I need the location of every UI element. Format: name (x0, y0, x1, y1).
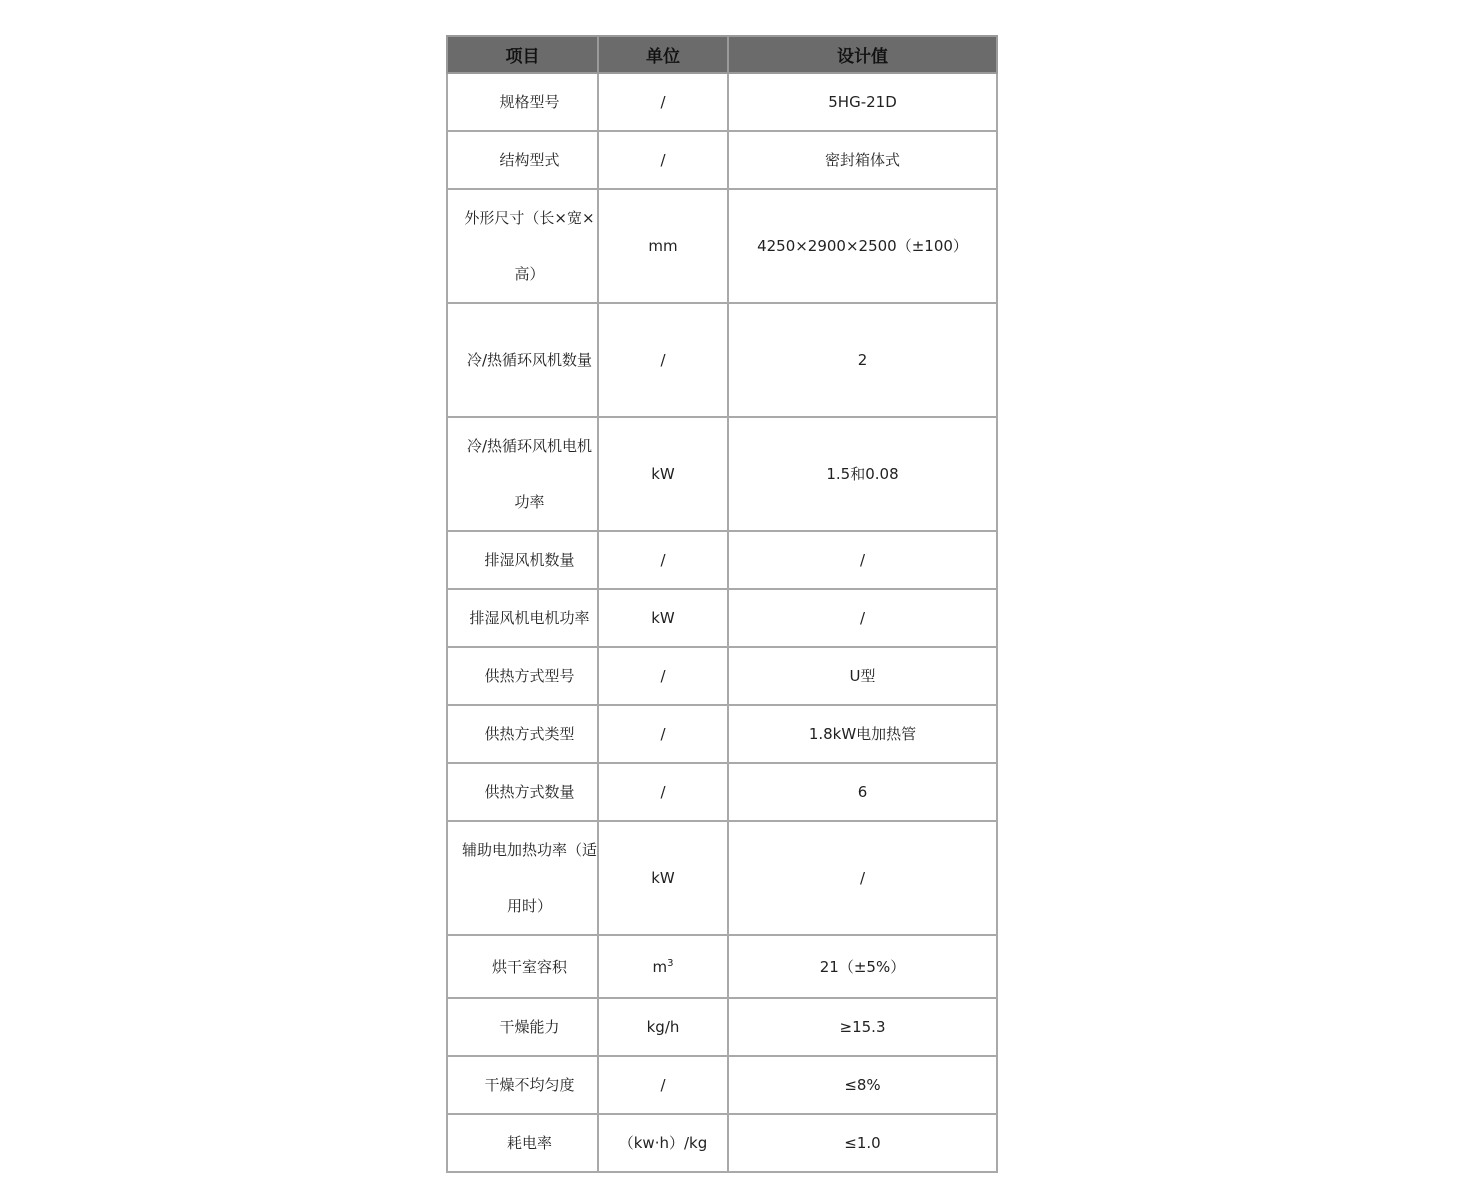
item-cell: 冷/热循环风机电机功率 (447, 417, 598, 531)
unit-cell: kg/h (598, 998, 728, 1056)
table-row (447, 763, 997, 821)
value-cell: ≤8% (728, 1056, 997, 1114)
unit-cell: / (598, 1056, 728, 1114)
header-item-label: 项目 (505, 47, 540, 67)
table-row (447, 531, 997, 589)
value-cell: 6 (728, 763, 997, 821)
header-item (447, 36, 598, 73)
unit-cell: / (598, 131, 728, 189)
header-unit (598, 36, 728, 73)
value-cell: ≤1.0 (728, 1114, 997, 1172)
table-row (447, 303, 997, 417)
value-cell: 4250×2900×2500（±100） (728, 189, 997, 303)
item-cell: 辅助电加热功率（适用时） (447, 821, 598, 935)
value-cell: 2 (728, 303, 997, 417)
unit-cell: / (598, 73, 728, 131)
value-cell: U型 (728, 647, 997, 705)
unit-cell (598, 935, 728, 998)
item-cell: 耗电率 (447, 1114, 598, 1172)
table-row (447, 73, 997, 131)
item-cell: 供热方式数量 (447, 763, 598, 821)
item-cell: 冷/热循环风机数量 (447, 303, 598, 417)
value-cell: / (728, 589, 997, 647)
table-row (447, 821, 997, 935)
table-row (447, 935, 997, 998)
item-cell: 干燥不均匀度 (447, 1056, 598, 1114)
unit-cell: / (598, 763, 728, 821)
unit-cell: kW (598, 417, 728, 531)
value-cell: / (728, 531, 997, 589)
item-cell: 结构型式 (447, 131, 598, 189)
spec-table (446, 35, 998, 1173)
item-cell: 外形尺寸（长×宽×高） (447, 189, 598, 303)
unit-base: m (652, 957, 668, 976)
table-row (447, 1114, 997, 1172)
value-cell: 1.8kW电加热管 (728, 705, 997, 763)
item-cell: 供热方式型号 (447, 647, 598, 705)
unit-cell: kW (598, 589, 728, 647)
unit-cell: / (598, 303, 728, 417)
unit-cell: （kw·h）/kg (598, 1114, 728, 1172)
table-row (447, 705, 997, 763)
value-cell: 5HG-21D (728, 73, 997, 131)
unit-cell: mm (598, 189, 728, 303)
item-cell: 烘干室容积 (447, 935, 598, 998)
header-row (447, 36, 997, 73)
value-cell: ≥15.3 (728, 998, 997, 1056)
value-cell: 1.5和0.08 (728, 417, 997, 531)
unit-cell: kW (598, 821, 728, 935)
header-value (728, 36, 997, 73)
table-row (447, 647, 997, 705)
unit-cell: / (598, 531, 728, 589)
table-row (447, 589, 997, 647)
item-cell: 供热方式类型 (447, 705, 598, 763)
unit-cell: / (598, 647, 728, 705)
value-cell: 21（±5%） (728, 935, 997, 998)
header-value-label: 设计值 (837, 47, 888, 67)
item-cell: 排湿风机电机功率 (447, 589, 598, 647)
table-row (447, 998, 997, 1056)
unit-cell: / (598, 705, 728, 763)
item-cell: 排湿风机数量 (447, 531, 598, 589)
header-unit-label: 单位 (646, 47, 680, 67)
value-cell: 密封箱体式 (728, 131, 997, 189)
table-row (447, 189, 997, 303)
item-cell: 规格型号 (447, 73, 598, 131)
table-row (447, 417, 997, 531)
item-cell: 干燥能力 (447, 998, 598, 1056)
value-cell: / (728, 821, 997, 935)
unit-superscript: 3 (667, 957, 674, 969)
table-row (447, 131, 997, 189)
table-row (447, 1056, 997, 1114)
